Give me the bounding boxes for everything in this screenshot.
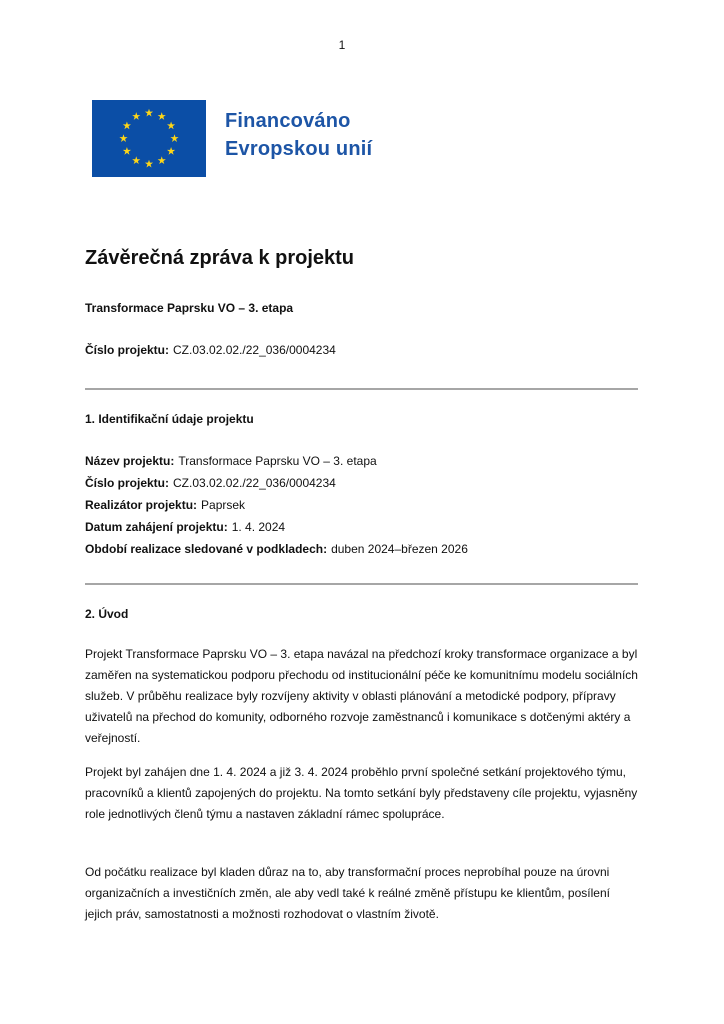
project-identification-fields: [85, 450, 639, 560]
project-number-line: [85, 343, 639, 357]
section-1-heading: 1. Identifikační údaje projektu: [85, 412, 254, 426]
field-project-number: [85, 472, 639, 494]
field-value: Paprsek: [201, 498, 246, 512]
field-label: Název projektu:: [85, 454, 175, 468]
divider-bottom: [85, 583, 638, 585]
field-project-name: [85, 450, 639, 472]
eu-funding-caption-line2: Evropskou unií: [225, 138, 373, 160]
document-title: Závěrečná zpráva k projektu: [85, 247, 355, 269]
field-label: Realizátor projektu:: [85, 498, 198, 512]
eu-flag-icon: [92, 100, 206, 177]
project-number-value: CZ.03.02.02./22_036/0004234: [173, 343, 336, 357]
field-value: 1. 4. 2024: [231, 520, 286, 534]
page-number: 1: [338, 38, 346, 52]
document-subtitle: Transformace Paprsku VO – 3. etapa: [85, 301, 294, 315]
intro-paragraph-1: Projekt Transformace Paprsku VO – 3. etapa navázal na předchozí kroky transformace organizace a byl zaměřen na systematickou podporu přechodu od institucionální péče ke komunitnímu modelu sociálních služeb. V průběhu realizace byly rozvíjeny aktivity v oblasti plánování a metodické podpory, přípravy uživatelů na přechod do komunity, odborného rozvoje zaměstnanců i komunikace s dotčenými aktéry a veřejností.: [85, 647, 638, 745]
field-project-implementer: [85, 494, 639, 516]
field-label: Datum zahájení projektu:: [85, 520, 228, 534]
field-monitoring-period: [85, 538, 639, 560]
intro-paragraph-2: Projekt byl zahájen dne 1. 4. 2024 a již 3. 4. 2024 proběhlo první společné setkání projektového týmu, pracovníků a klientů zapojených do projektu. Na tomto setkání byly představeny cíle projektu, vyjasněny role jednotlivých členů týmu a nastaven základní rámec spolupráce.: [85, 765, 638, 821]
field-label: Období realizace sledované v podkladech:: [85, 542, 328, 556]
field-value: duben 2024–březen 2026: [331, 542, 468, 556]
eu-funding-caption: [225, 100, 372, 163]
eu-funding-caption-line1: Financováno: [225, 110, 351, 132]
project-number-label: Číslo projektu:: [85, 343, 170, 357]
field-value: CZ.03.02.02./22_036/0004234: [173, 476, 336, 490]
divider-top: [85, 388, 638, 390]
eu-funding-logo: [92, 100, 372, 177]
field-label: Číslo projektu:: [85, 476, 170, 490]
field-value: Transformace Paprsku VO – 3. etapa: [178, 454, 377, 468]
field-start-date: [85, 516, 639, 538]
intro-paragraph-3: Od počátku realizace byl kladen důraz na to, aby transformační proces neprobíhal pouze na úrovni organizačních a investičních změn, ale aby vedl také k reálné změně přístupu ke klientům, posílení jejich práv, samostatnosti a možnosti rozhodovat o vlastním životě.: [85, 865, 610, 921]
section-2-heading: 2. Úvod: [85, 607, 129, 621]
